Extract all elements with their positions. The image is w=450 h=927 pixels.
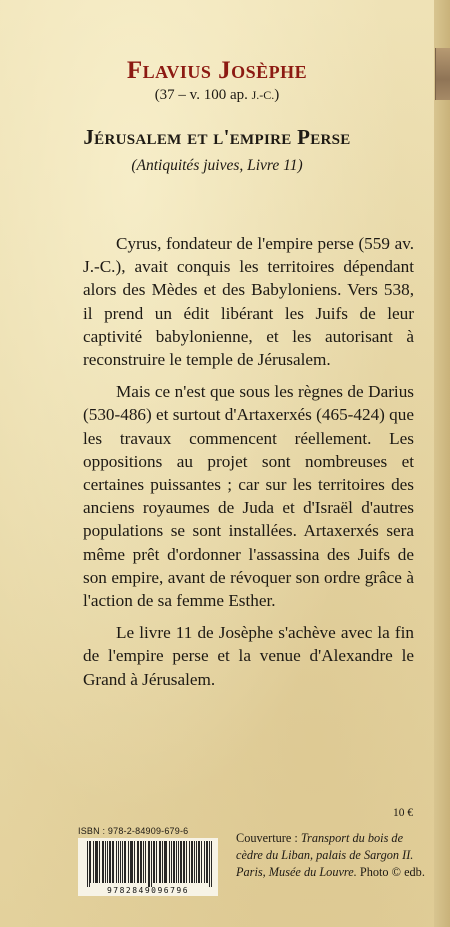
barcode-bar	[99, 841, 100, 883]
barcode-image	[78, 838, 218, 896]
barcode-bar	[138, 841, 139, 883]
barcode-bar	[105, 841, 106, 883]
price-label: 10 €	[393, 807, 414, 819]
barcode-bar	[87, 841, 88, 887]
barcode-bar	[180, 841, 181, 883]
barcode-bar	[199, 841, 200, 883]
author-dates: (37 – v. 100 ap. J.-C.)	[154, 87, 280, 103]
barcode-bar	[169, 841, 170, 883]
barcode-bar	[211, 841, 212, 887]
barcode-bar	[107, 841, 108, 883]
barcode-bar	[128, 841, 129, 883]
barcode-bar	[166, 841, 167, 883]
barcode-bar	[96, 841, 97, 883]
barcode-bar	[90, 841, 91, 883]
barcode-bar	[132, 841, 133, 883]
barcode-bar	[159, 841, 160, 883]
spine-image	[435, 48, 450, 100]
barcode-bar	[162, 841, 163, 883]
author-name: Flavius Josèphe	[126, 57, 308, 84]
barcode-bar	[196, 841, 197, 883]
barcode-bar	[124, 841, 125, 883]
barcode-bar	[93, 841, 94, 883]
barcode-bar	[204, 841, 205, 883]
barcode-bar	[154, 841, 155, 883]
barcode-bar	[160, 841, 161, 883]
back-cover-blurb	[83, 232, 414, 700]
barcode-bar	[174, 841, 175, 883]
barcode-bar	[181, 841, 182, 883]
barcode-bar	[103, 841, 104, 883]
barcode-bar	[95, 841, 96, 883]
barcode-bar	[112, 841, 113, 883]
paragraph: Le livre 11 de Josèphe s'achève avec la fin de l'empire perse et la venue d'Alexandre le Grand à Jérusalem.	[83, 623, 414, 689]
barcode-bar	[122, 841, 123, 883]
barcode-bar	[192, 841, 193, 883]
barcode-bar	[116, 841, 117, 883]
header	[0, 56, 434, 176]
barcode-bar	[186, 841, 187, 883]
barcode-bar	[118, 841, 119, 883]
barcode-bar	[134, 841, 135, 883]
barcode-bar	[171, 841, 172, 883]
paragraph: Mais ce n'est que sous les règnes de Darius (530-486) et surtout d'Artaxerxés (465-424) que les travaux commencent réellement. Les oppositions au projet sont nombreuses et certaines puissantes ; car sur les territoires des anciens royaumes de Juda et d'Israël d'autres populations se sont installées. Artaxerxés sera même prêt d'ordonner l'assassina des Juifs de son empire, avant de révoquer son ordre grâce à l'action de sa femme Esther.	[83, 382, 415, 611]
barcode-bar	[194, 841, 195, 883]
barcode-bar	[130, 841, 131, 883]
barcode-bar	[165, 841, 166, 883]
barcode-bar	[89, 841, 90, 887]
barcode-bar	[125, 841, 126, 883]
barcode-bar	[206, 841, 207, 883]
barcode-bar	[110, 841, 111, 883]
barcode-bar	[151, 841, 152, 887]
barcode-bar	[102, 841, 103, 883]
barcode-bar	[183, 841, 184, 883]
barcode-bar	[173, 841, 174, 883]
barcode-bar	[140, 841, 141, 883]
barcode-bar	[143, 841, 144, 883]
barcode-bar	[156, 841, 157, 883]
barcode	[78, 838, 218, 896]
barcode-bar	[149, 841, 150, 887]
barcode-bar	[137, 841, 138, 883]
barcode-bar	[164, 841, 165, 883]
barcode-bar	[191, 841, 192, 883]
barcode-bar	[148, 841, 149, 887]
barcode-bar	[198, 841, 199, 883]
book-title: Jérusalem et l'empire Perse	[83, 125, 351, 149]
barcode-bar	[201, 841, 202, 883]
paragraph: Cyrus, fondateur de l'empire perse (559 av. J.-C.), avait conquis les territoires dépendant alors des Mèdes et des Babyloniens. Vers 538, il prend un édit libérant les Juifs de leur captivité babylonienne, et les autorisant à reconstruire le temple de Jérusalem.	[83, 234, 414, 370]
cover-credit: Couverture : Transport du bois de cèdre du Liban, palais de Sargon II. Paris, Musée du Louvre. Photo © edb.	[236, 831, 425, 879]
spine-strip	[434, 0, 450, 927]
barcode-bar	[176, 841, 177, 883]
isbn-label: ISBN : 978-2-84909-679-6	[78, 826, 189, 836]
barcode-bar	[120, 841, 121, 883]
barcode-bar	[178, 841, 179, 883]
barcode-bar	[113, 841, 114, 883]
barcode-digits: 9782849096796	[106, 886, 190, 895]
barcode-bar	[207, 841, 208, 883]
barcode-bar	[184, 841, 185, 883]
barcode-bar	[97, 841, 98, 883]
barcode-bar	[109, 841, 110, 883]
barcode-bar	[209, 841, 210, 887]
barcode-bar	[153, 841, 154, 883]
barcode-bar	[145, 841, 146, 883]
book-subtitle: (Antiquités juives, Livre 11)	[131, 157, 303, 174]
barcode-bar	[131, 841, 132, 883]
barcode-bar	[141, 841, 142, 883]
barcode-bar	[189, 841, 190, 883]
